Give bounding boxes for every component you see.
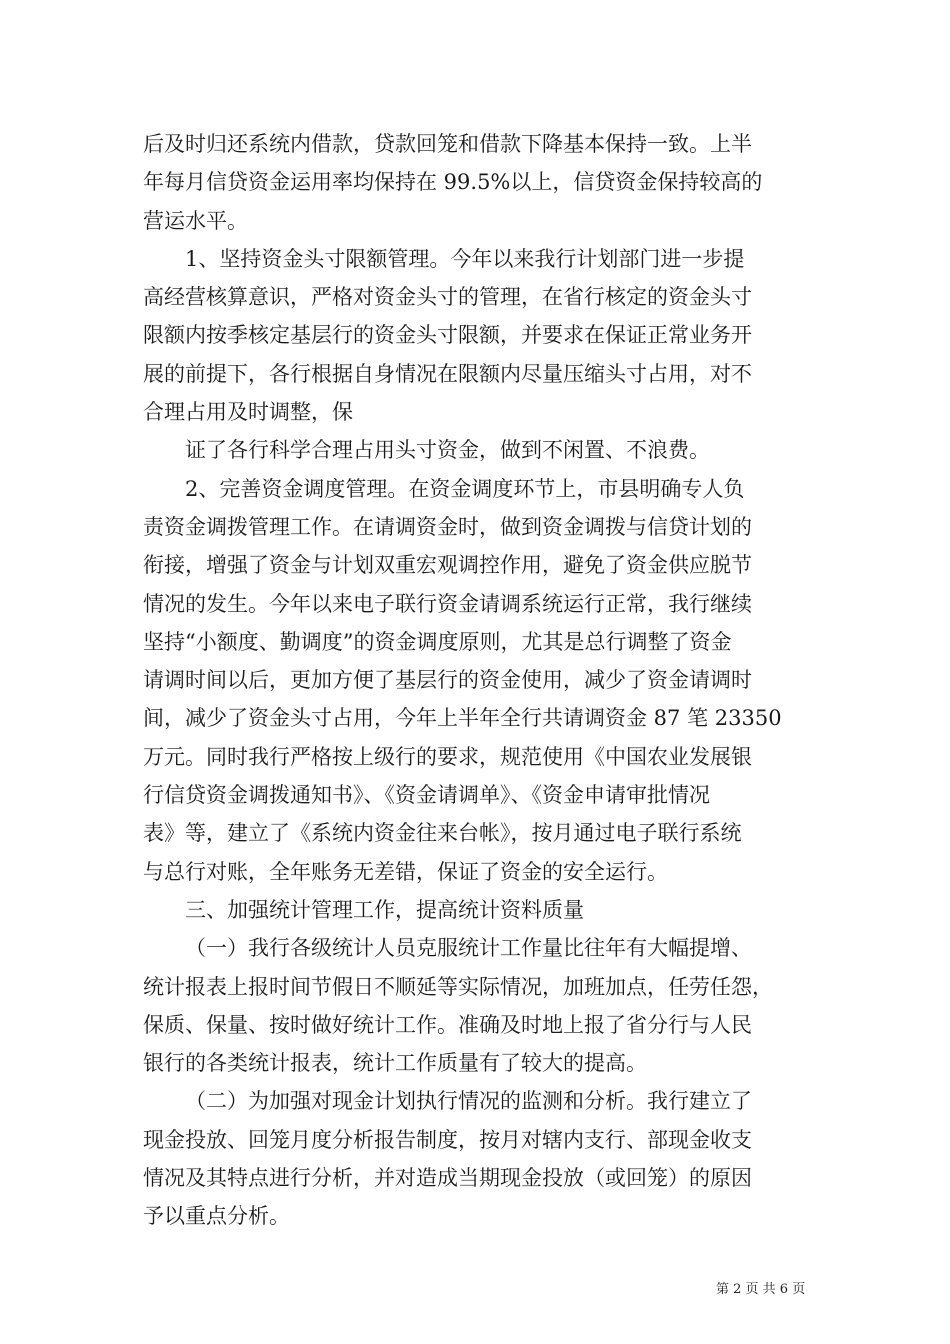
text-line: 现金投放、回笼月度分析报告制度，按月对辖内支行、部现金收支 [143, 1127, 752, 1152]
document-body [143, 125, 811, 1236]
text-line: 与总行对账，全年账务无差错，保证了资金的安全运行。 [143, 859, 668, 884]
text-line: 银行的各类统计报表，统计工作质量有了较大的提高。 [143, 1051, 647, 1076]
paragraph-3 [143, 431, 811, 469]
text-line: 间，减少了资金头寸占用，今年上半年全行共请调资金 87 笔 23350 [143, 706, 782, 731]
text-line: 年每月信贷资金运用率均保持在 99.5%以上，信贷资金保持较高的 [143, 170, 763, 195]
paragraph-5 [143, 929, 811, 1082]
text-line: 合理占用及时调整，保 [143, 400, 353, 425]
paragraph-1 [143, 125, 811, 240]
text-line: 2、完善资金调度管理。在资金调度环节上，市县明确专人负 [185, 476, 745, 501]
text-line: 证了各行科学合理占用头寸资金，做到不闲置、不浪费。 [185, 438, 710, 463]
text-line: 营运水平。 [143, 208, 248, 233]
text-line: 展的前提下，各行根据自身情况在限额内尽量压缩头寸占用，对不 [143, 361, 752, 386]
paragraph-4 [143, 470, 811, 891]
text-line: 请调时间以后，更加方便了基层行的资金使用，减少了资金请调时 [143, 668, 752, 693]
text-line: （二）为加强对现金计划执行情况的监测和分析。我行建立了 [185, 1089, 752, 1114]
text-line: 予以重点分析。 [143, 1204, 290, 1229]
text-line: （一）我行各级统计人员克服统计工作量比往年有大幅提增、 [185, 936, 752, 961]
paragraph-2 [143, 240, 811, 431]
section-heading [143, 891, 811, 929]
page-number: 第 2 页 共 6 页 [716, 1282, 806, 1297]
text-line: 坚持“小额度、勤调度”的资金调度原则，尤其是总行调整了资金 [143, 629, 732, 654]
text-line: 情况的发生。今年以来电子联行资金请调系统运行正常，我行继续 [143, 591, 752, 616]
text-line: 情况及其特点进行分析，并对造成当期现金投放（或回笼）的原因 [143, 1166, 752, 1191]
text-line: 表》等，建立了《系统内资金往来台帐》，按月通过电子联行系统 [143, 821, 742, 846]
text-line: 三、加强统计管理工作，提高统计资料质量 [185, 897, 584, 922]
text-line: 后及时归还系统内借款，贷款回笼和借款下降基本保持一致。上半 [143, 132, 752, 156]
text-line: 责资金调拨管理工作。在请调资金时，做到资金调拨与信贷计划的 [143, 514, 752, 539]
text-line: 保质、保量、按时做好统计工作。准确及时地上报了省分行与人民 [143, 1012, 752, 1037]
text-line: 衔接，增强了资金与计划双重宏观调控作用，避免了资金供应脱节 [143, 553, 752, 578]
text-line: 1、坚持资金头寸限额管理。今年以来我行计划部门进一步提 [185, 246, 745, 271]
text-line: 万元。同时我行严格按上级行的要求，规范使用《中国农业发展银 [143, 744, 752, 769]
text-line: 行信贷资金调拨通知书》、《资金请调单》、《资金申请审批情况 [143, 783, 710, 808]
text-line: 限额内按季核定基层行的资金头寸限额，并要求在保证正常业务开 [143, 323, 752, 348]
text-line: 高经营核算意识，严格对资金头寸的管理，在省行核定的资金头寸 [143, 285, 752, 310]
paragraph-6 [143, 1082, 811, 1235]
text-line: 统计报表上报时间节假日不顺延等实际情况，加班加点，任劳任怨， [143, 974, 773, 999]
